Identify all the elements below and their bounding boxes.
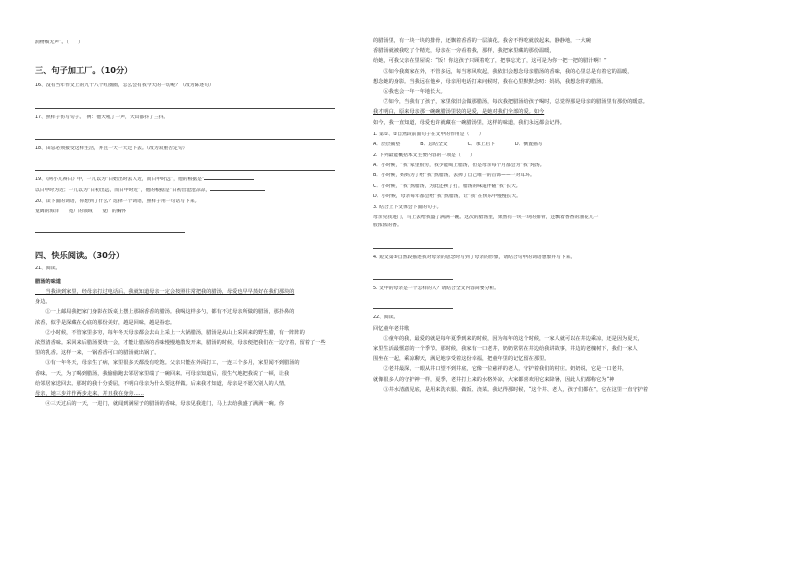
quoted-sentence-cont: 股浓浓的香。 xyxy=(373,223,402,229)
passage-line: ⑦如今，当我有了孩子，家里依旧会做那腊汤，每次我把腊汤给孩子喝时，总觉得那是母亲的腊汤里有那份的暖意。 xyxy=(373,99,648,106)
passage-line: 身边。 xyxy=(35,299,51,306)
passage-line: ①童年的我，最爱的就是每年夏季到来的时候，因为每年的这个时候，一家人就可以在井边乘凉，还是因为夏天， xyxy=(373,335,643,342)
passage-line: ②小时候，不管家里多穷，每年冬天母亲都会去山上采上一大锅腊汤，腊汤是从山上采回来的野生腊，有一阵阵的 xyxy=(35,329,305,336)
option-b[interactable]: B．总结全文 xyxy=(420,142,448,148)
passage-line: 的腊汤里，有一块一块的排骨，还飘着香香的一层油花。我舍不得吃就放起来。静静地，一大碗 xyxy=(373,38,591,44)
option-d[interactable]: D．倒置描写 xyxy=(514,142,543,148)
passage-line: 围坐在一起，乘凉聊天，满足地享受着这份幸福，把童年里的记忆留在那里。 xyxy=(373,356,550,363)
question-16: 16、没有当年作文上的九十八个红圈圈，怎么会有我今天的一切呢？（改为陈述句） xyxy=(35,83,214,89)
passage-line: 给邻居家送回去。那时的我十分委屈，不明白母亲为什么要这样做。后来我才知道，母亲是不愿欠别人的人情， xyxy=(35,380,290,387)
passage-line: ③井水清澈见底，是用来洗衣服、做饭、浇菜。我记得那时候，“这个井、老人，孩子们都在”，它在这里一直守护着 xyxy=(373,386,649,393)
passage-line: 里的乳香。这样一来，一锅香香可口的腊汤就出锅了。 xyxy=(35,350,160,357)
passage-line: 就像很多人的守护神一样，夏季，老井打上来的水格外凉，大家都喜欢用它来降暑，因此人们都称它为“神 xyxy=(373,376,615,383)
quoted-sentence: 母亲见我进门，马上去给我盛了满满一碗。这次的腊汤里，果然有一块一块的排骨，还飘着香香的油花儿一 xyxy=(373,215,599,221)
passage-1-continued xyxy=(373,36,708,128)
answer-line xyxy=(35,232,185,233)
passage-line: 想念她的身影。当我远在他乡，母亲用电话打来问候时，我在心里默默念叨：妈妈，我想念你的腊汤。 xyxy=(373,78,607,85)
option-a[interactable]: A．小时候，“我”家里很穷，我少能喝上腊汤，但是母亲每个月都会为“我”炖汤。 xyxy=(373,163,545,169)
passage-line: 母亲，她三步并作两步走来，并且我在身旁…… xyxy=(35,391,144,398)
word-2: 宽广的领域 xyxy=(68,209,93,215)
passage-line: ③有一年冬天，母亲生了病，家里很多天都没有吃饱。父亲只能在外面打工，一连三个多月，家里闻不到腊汤的 xyxy=(35,360,300,367)
section-3-title: 三、句子加工厂。（10分） xyxy=(35,65,133,76)
passage-line: 浓香，似乎是深藏在心底的那份美好，越是回味，越是眷恋。 xyxy=(35,319,176,326)
question-19-cont: 以日中时为近；一儿以为“日初出远，而日中时近”，他的根据是“日初出沧沧凉凉， xyxy=(35,188,370,194)
question-1: 1. 第①、②自然段前面句子在文中的作用是（ ） xyxy=(373,131,484,137)
passage-line: 我才明白，原来母亲那一碗碗腊汤里装的是爱，是她对我们全部的爱。如今 xyxy=(373,109,545,116)
passage-line: ④三天过后的一天，一进门，就闻到满屋子的腊汤的香味，母亲见我进门，马上去给我盛了满满一碗。你 xyxy=(35,401,285,408)
right-column xyxy=(373,36,708,395)
option-a[interactable]: A．层层铺垫 xyxy=(373,142,401,148)
option-b[interactable]: B．小时候，妈妈为了给“我”熬腊汤，去掉了自己唯一的首饰——一对耳环。 xyxy=(373,173,535,179)
answer-line xyxy=(35,108,335,109)
question-fragment: 润物细无声”。（ ） xyxy=(35,40,84,45)
passage-line: 香腊汤就被我吃了个精光，母亲在一旁看着我，那样，我把家里藏的那份温暖， xyxy=(373,48,555,55)
passage-line: 香味。一天，为了喝到腊汤，我偷偷跑去邻居家里端了一碗回来。可母亲知道后，很生气地把我说了一顿，让我 xyxy=(35,370,290,377)
question-19: 19、《两小儿辩日》中，一儿以为“日始出时去人近，而日中时远”，他的根据是“ xyxy=(35,177,370,183)
word-3: 宽广的胸怀 xyxy=(102,209,127,215)
question-20: 20、读下面的词语，你想到了什么？选择一个词语，照样子用一句话写下来。 xyxy=(35,198,200,204)
answer-blank[interactable] xyxy=(204,179,254,180)
question-5: 5. 文中的母亲是一个怎样的人？请结合全文内容简要分析。 xyxy=(373,285,500,291)
word-1: 宽阔的海洋 xyxy=(35,209,59,215)
question-3: 3. 结合上下文体会下面的句子。 xyxy=(373,204,442,210)
passage-line: ⑥我也会一年一年地长大。 xyxy=(373,89,446,96)
option-d[interactable]: D．小时候，母亲每年都会给“我”熬腊汤，让“我”在快乐中慢慢长大。 xyxy=(373,194,521,200)
question-2: 2. 下列最能概括本文主要内容的一项是（ ） xyxy=(373,152,476,158)
passage-line: 当我读到家里，经母亲打过电话后，我就知道母亲一定会按照往常把我的腊汤，母爱也早早蒸好在我们那块的 xyxy=(35,289,295,296)
passage-line: 家里生活最惬意的一个季节。那时候，我家有一口老井，奶奶常常在井边给我讲故事，井边的老槐树下，我们一家人 xyxy=(373,345,638,352)
answer-line xyxy=(35,139,335,140)
left-column xyxy=(35,36,370,409)
question-17: 17、照样子仿写句子。 例：他大吼了一声，大山都抖了三抖。 xyxy=(35,114,169,120)
answer-line xyxy=(373,248,453,249)
passage-2-title: 回忆童年老井歌 xyxy=(373,325,410,332)
passage-line: ①一上邮局我把家门身影在饭桌上摆上那锅香香的腊汤。我喝这样多勺，都有不过母亲所做的腊汤，那扑鼻的 xyxy=(35,309,295,316)
passage-1-body xyxy=(35,287,370,409)
question-1-options xyxy=(373,142,708,148)
option-c[interactable]: C．承上启下 xyxy=(467,142,495,148)
passage-line: 给她，可我父亲在里屋说：“饭！你这孩子只顾着吃了，把事忘光了，这可是为你一把一把的腊汁啊！” xyxy=(373,58,607,65)
answer-blank[interactable] xyxy=(210,190,265,191)
passage-line: ⑤如今我离家在外，不管多远，每当寒风吹起，我依旧会想念母亲腊汤的香味，我的心里总是有着它的温暖， xyxy=(373,68,633,75)
answer-line xyxy=(373,308,453,309)
question-18: 18、田忌必须接受这样生活，并且一天一天过下去。（改为双重否定句） xyxy=(35,145,188,151)
passage-2-body xyxy=(373,334,708,395)
answer-line xyxy=(35,170,335,171)
question-4: 4. 短文第⑤自然段描述我对母亲的思念时写到了母亲的形象，请结合句中的词语想象并写下来。 xyxy=(373,254,576,260)
passage-line: 浓烈清香味。采回来后腊汤要烧一会，才能让腊汤的香味慢慢地散发开来，腊汤的时候，母亲便把我们在一边守着，留着了一些 xyxy=(35,340,326,347)
question-22: 22、阅读。 xyxy=(373,315,399,321)
section-4-title: 四、快乐阅读。（30分） xyxy=(35,250,125,261)
option-c[interactable]: C．小时候，“我”熬腊汤，为此还挨了打，腊汤的味道伴随“我”长大。 xyxy=(373,183,521,189)
question-21: 21、阅读。 xyxy=(35,266,61,272)
word-list xyxy=(35,209,370,215)
answer-line xyxy=(373,279,453,280)
passage-line: 如今，我一直知道，母爱也许就藏在一碗腊汤里，这样的味道，我们永远都会记得。 xyxy=(373,119,565,126)
passage-1-title: 腊汤的味道 xyxy=(35,278,61,285)
passage-line: ②老井最深，一眼从井口望不到井底，它像一位慈祥的老人，守护着我们的村庄。奶奶说，它是一口老井， xyxy=(373,366,628,373)
